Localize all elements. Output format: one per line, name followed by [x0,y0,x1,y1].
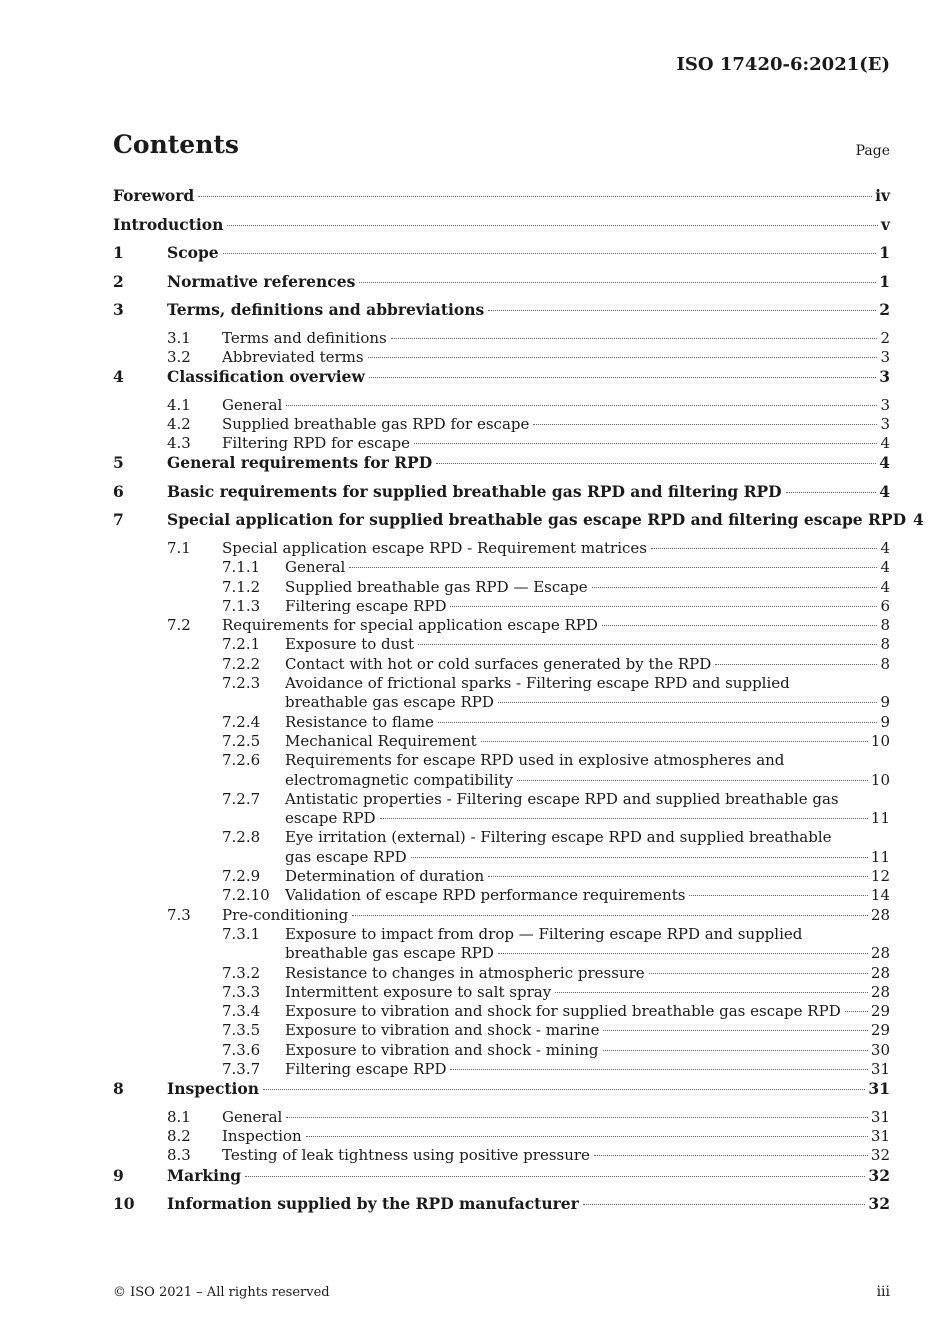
toc-entry[interactable] [113,396,890,415]
toc-entry[interactable] [113,415,890,434]
dot-leader [414,442,877,444]
toc-entry[interactable] [113,482,890,511]
dot-leader [286,1116,868,1118]
toc-entry-title[interactable]: General requirements for RPD [167,453,433,473]
toc-entry-number: 6 [113,481,124,501]
dot-leader [306,1135,868,1137]
toc-entry-number: 7.3.3 [222,982,261,1001]
toc-entry-number: 7.3.6 [222,1040,261,1059]
toc-entry-page[interactable]: 4 [880,538,890,557]
toc-entry-title[interactable]: escape RPD [285,809,376,828]
toc-entry-title[interactable]: Filtering escape RPD [285,596,447,615]
toc-entry[interactable] [113,867,890,886]
toc-entry[interactable] [113,1166,890,1195]
toc-entry-number: 4 [113,367,124,387]
toc-entry-title[interactable]: Resistance to changes in atmospheric pressure [285,963,645,982]
toc-entry-page[interactable]: 28 [870,944,890,963]
dot-leader [418,643,877,645]
toc-entry[interactable] [113,1021,890,1040]
toc-entry-number: 8.1 [167,1107,191,1126]
toc-entry-title[interactable]: Introduction [113,214,224,234]
toc-entry-number: 8.3 [167,1146,191,1165]
toc-entry-page[interactable]: 12 [870,867,890,886]
toc-entry[interactable] [113,771,890,790]
toc-entry-title[interactable]: Terms, definitions and abbreviations [167,300,485,319]
toc-entry-page[interactable]: 31 [868,1079,890,1099]
toc-entry-page[interactable]: 4 [879,453,890,473]
toc-entry-number: 7.3.7 [222,1060,261,1078]
toc-entry-title[interactable]: Terms and definitions [222,328,387,347]
toc-entry[interactable] [113,655,890,674]
toc-entry[interactable] [113,848,890,867]
toc-entry-title[interactable]: Classification overview [167,367,365,387]
toc-entry[interactable] [113,367,890,396]
toc-entry-title[interactable]: Exposure to vibration and shock - mining [285,1040,599,1059]
toc-entry-title[interactable]: Supplied breathable gas RPD for escape [222,414,530,433]
toc-entry-number: 7 [113,510,124,530]
dot-leader [649,972,868,974]
toc-entry-number: 7.1.3 [222,596,261,615]
dot-leader [583,1203,866,1205]
toc-entry[interactable] [113,1079,890,1108]
toc-entry-first-line [113,790,890,809]
toc-entry-number: 7.2.10 [222,886,270,905]
dot-leader [651,547,877,549]
toc-entry[interactable] [113,243,890,272]
dot-leader [488,309,876,311]
toc-entry-first-line [113,674,890,693]
toc-entry-title[interactable]: Foreword [113,186,195,205]
toc-entry-first-line [113,925,890,944]
toc-entry[interactable] [113,215,890,244]
dot-leader [517,779,868,781]
toc-entry-page[interactable]: 14 [870,886,890,905]
toc-entry[interactable] [113,1194,890,1223]
toc-entry-page[interactable]: 32 [868,1165,890,1185]
dot-leader [263,1088,865,1090]
toc-entry-title[interactable]: Normative references [167,271,356,291]
dot-leader [594,1154,868,1156]
toc-entry-number: 7.3.1 [222,924,261,943]
toc-entry-page[interactable]: 3 [880,395,890,414]
dot-leader [603,1029,867,1031]
dot-leader [359,281,876,283]
toc-entry-title[interactable]: gas escape RPD [285,847,407,866]
toc-entry-page[interactable]: 9 [880,712,890,731]
toc-entry-page[interactable]: 6 [880,596,890,615]
dot-leader [223,252,877,254]
toc-entry-page[interactable]: 28 [870,963,890,982]
dot-leader [368,356,878,358]
dot-leader [352,914,868,916]
toc-entry-number: 3.2 [167,347,191,366]
toc-entry-number: 9 [113,1165,124,1185]
toc-entry[interactable] [113,964,890,983]
toc-entry-title[interactable]: Pre-conditioning [222,905,349,924]
toc-entry-page[interactable]: 31 [870,1127,890,1146]
toc-entry-title[interactable]: General [285,558,346,577]
toc-entry-number: 4.3 [167,434,191,453]
toc-entry-number: 8 [113,1079,124,1099]
toc-entry-number: 7.1 [167,538,191,557]
toc-entry-title[interactable]: Special application for supplied breathable gas escape RPD and filtering escape RPD [167,510,907,530]
dot-leader [450,1068,867,1070]
toc-entry-first-line [113,828,890,847]
toc-entry-page[interactable]: v [880,214,890,234]
dot-leader [227,224,878,226]
toc-entry-page[interactable]: 8 [880,616,890,635]
dot-leader [498,701,878,703]
dot-leader [715,663,877,665]
toc-entry[interactable] [113,510,924,539]
toc-entry-title[interactable]: Inspection [222,1127,302,1146]
toc-entry-number: 7.2.6 [222,751,261,770]
toc-entry-title[interactable]: Contact with hot or cold surfaces generated by the RPD [285,654,712,673]
toc-entry-page[interactable]: 2 [880,328,890,347]
toc-entry-title[interactable]: Testing of leak tightness using positive pressure [222,1146,590,1165]
toc-entry-title[interactable]: Exposure to vibration and shock for supplied breathable gas escape RPD [285,1002,841,1021]
toc-entry-title[interactable]: Exposure to dust [285,635,415,654]
toc-entry[interactable] [113,272,890,301]
toc-entry-title[interactable]: Filtering escape RPD [285,1060,447,1078]
toc-entry[interactable] [113,434,890,453]
toc-entry-number: 4.2 [167,414,191,433]
toc-entry[interactable] [113,1146,890,1165]
toc-entry-title[interactable]: Mechanical Requirement [285,731,477,750]
dot-leader [391,337,878,339]
toc-entry-page[interactable]: 8 [880,635,890,654]
toc-entry-page[interactable]: 30 [870,1040,890,1059]
toc-entry-page[interactable]: 10 [870,731,890,750]
toc-entry-page[interactable]: 28 [870,905,890,924]
toc-entry[interactable] [113,1060,890,1079]
toc-entry-number: 8.2 [167,1127,191,1146]
dot-leader [438,721,878,723]
toc-entry-number: 7.2.8 [222,828,261,847]
toc-entry[interactable] [113,944,890,963]
toc-entry-number: 7.3.4 [222,1002,261,1021]
toc-entry-number: 4.1 [167,395,191,414]
toc-entry-number: 7.1.2 [222,577,261,596]
toc-entry-number: 1 [113,243,124,262]
toc-entry-number: 7.1.1 [222,558,261,577]
toc-entry-title[interactable]: Validation of escape RPD performance requirements [285,886,686,905]
toc-entry[interactable] [113,539,890,558]
toc-entry-title[interactable]: Filtering RPD for escape [222,434,411,453]
toc-entry-page[interactable]: 9 [880,693,890,712]
toc-entry-title[interactable]: Inspection [167,1079,260,1099]
toc-entry-title[interactable]: Marking [167,1165,242,1185]
toc-entry-title[interactable]: Resistance to flame [285,712,434,731]
toc-entry-page[interactable]: 32 [868,1194,890,1214]
document-id: ISO 17420-6:2021(E) [676,54,890,75]
toc-entry-number: 3 [113,300,124,319]
toc-entry-number: 5 [113,453,124,473]
toc-entry-title[interactable]: breathable gas escape RPD [285,693,494,712]
dot-leader [369,376,876,378]
toc-entry-number: 7.3.5 [222,1021,261,1040]
dot-leader [245,1175,865,1177]
toc-entry-page[interactable]: 4 [880,558,890,577]
toc-entry[interactable] [113,1002,890,1021]
toc-entry-title-line[interactable]: Exposure to impact from drop — Filtering escape RPD and supplied [285,924,803,943]
toc-entry-title[interactable]: breathable gas escape RPD [285,944,494,963]
toc-entry-page[interactable]: 4 [913,510,924,530]
toc-entry-title[interactable]: General [222,1107,283,1126]
toc-entry-page[interactable]: 8 [880,654,890,673]
toc-entry[interactable] [113,348,890,367]
toc-entry-title[interactable]: Basic requirements for supplied breathable gas RPD and filtering RPD [167,481,782,501]
toc-entry[interactable] [113,186,890,215]
dot-leader [198,195,872,197]
dot-leader [845,1010,868,1012]
toc-entry[interactable] [113,578,890,597]
toc-entry-page[interactable]: 31 [870,1060,890,1078]
dot-leader [450,605,877,607]
toc-entry-title[interactable]: Exposure to vibration and shock - marine [285,1021,600,1040]
toc-entry-page[interactable]: 1 [879,243,890,262]
toc-entry[interactable] [113,886,890,905]
toc-entry-number: 10 [113,1194,135,1214]
toc-entry-title[interactable]: General [222,395,283,414]
toc-entry[interactable] [113,1108,890,1127]
toc-entry-page[interactable]: 4 [880,577,890,596]
toc-entry[interactable] [113,300,890,329]
toc-entry-number: 7.2 [167,616,191,635]
toc-entry-title-line[interactable]: Antistatic properties - Filtering escape RPD and supplied breathable gas [285,789,839,808]
toc-entry[interactable] [113,732,890,751]
toc-entry-page[interactable]: 29 [870,1021,890,1040]
toc-entry[interactable] [113,597,890,616]
toc-entry-title-line[interactable]: Eye irritation (external) - Filtering escape RPD and supplied breathable [285,828,832,847]
toc-entry-number: 7.2.1 [222,635,261,654]
dot-leader [411,856,868,858]
toc-entry-number: 7.2.4 [222,712,261,731]
toc-entry-page[interactable]: iv [875,186,890,205]
toc-entry-page[interactable]: 31 [870,1107,890,1126]
dot-leader [592,586,878,588]
dot-leader [555,991,868,993]
toc-entry[interactable] [113,809,890,828]
toc-entry-page[interactable]: 32 [870,1146,890,1165]
dot-leader [786,491,877,493]
toc-entry-page[interactable]: 10 [870,770,890,789]
toc-entry[interactable] [113,693,890,712]
toc-entry[interactable] [113,1127,890,1146]
toc-entry-page[interactable]: 3 [879,367,890,387]
toc-entry-title[interactable]: Supplied breathable gas RPD — Escape [285,577,588,596]
toc-entry[interactable] [113,558,890,577]
toc-entry-number: 7.3.2 [222,963,261,982]
toc-entry-title-line[interactable]: Requirements for escape RPD used in explosive atmospheres and [285,751,785,770]
toc-entry-number: 7.2.2 [222,654,261,673]
page-title: Contents [113,130,240,159]
toc-entry-title[interactable]: electromagnetic compatibility [285,770,514,789]
toc-entry-page[interactable]: 4 [879,481,890,501]
toc-entry-page[interactable]: 1 [879,271,890,291]
toc-entry-title[interactable]: Intermittent exposure to salt spray [285,982,552,1001]
toc-entry[interactable] [113,616,890,635]
dot-leader [603,1049,868,1051]
toc-entry-page[interactable]: 29 [870,1002,890,1021]
toc-entry-page[interactable]: 3 [880,347,890,366]
toc-entry[interactable] [113,329,890,348]
toc-entry[interactable] [113,983,890,1002]
dot-leader [349,566,877,568]
copyright-notice: © ISO 2021 – All rights reserved [113,1285,330,1300]
dot-leader [436,462,876,464]
page-number: iii [876,1284,890,1300]
dot-leader [533,423,877,425]
toc-entry-title[interactable]: Information supplied by the RPD manufacturer [167,1194,579,1214]
dot-leader [689,894,867,896]
page-column-label: Page [855,143,890,159]
toc-entry[interactable] [113,1041,890,1060]
toc-entry-title[interactable]: Requirements for special application escape RPD [222,616,598,635]
dot-leader [286,404,877,406]
toc-entry-number: 2 [113,271,124,291]
toc-entry-title[interactable]: Abbreviated terms [222,347,364,366]
toc-entry-title-line[interactable]: Avoidance of frictional sparks - Filtering escape RPD and supplied [285,674,790,693]
toc-entry-page[interactable]: 28 [870,982,890,1001]
toc-entry-number: 7.2.9 [222,867,261,886]
table-of-contents [113,186,924,1223]
toc-entry-page[interactable]: 11 [870,847,890,866]
dot-leader [602,624,878,626]
dot-leader [380,817,868,819]
toc-entry[interactable] [113,635,890,654]
toc-entry-title[interactable]: Determination of duration [285,867,485,886]
toc-entry-number: 7.3 [167,905,191,924]
dot-leader [488,875,868,877]
toc-entry[interactable] [113,453,890,482]
toc-entry-title[interactable]: Special application escape RPD - Requirement matrices [222,538,647,557]
dot-leader [498,952,868,954]
toc-entry-page[interactable]: 4 [880,434,890,453]
toc-entry-number: 7.2.3 [222,674,261,693]
toc-entry-number: 7.2.7 [222,789,261,808]
toc-entry-page[interactable]: 2 [879,300,890,319]
toc-entry-page[interactable]: 3 [880,414,890,433]
toc-entry-number: 3.1 [167,328,191,347]
toc-entry-first-line [113,751,890,770]
toc-entry[interactable] [113,713,890,732]
toc-entry-title[interactable]: Scope [167,243,219,262]
toc-entry-number: 7.2.5 [222,731,261,750]
toc-entry-page[interactable]: 11 [870,809,890,828]
toc-entry[interactable] [113,906,890,925]
dot-leader [481,740,868,742]
